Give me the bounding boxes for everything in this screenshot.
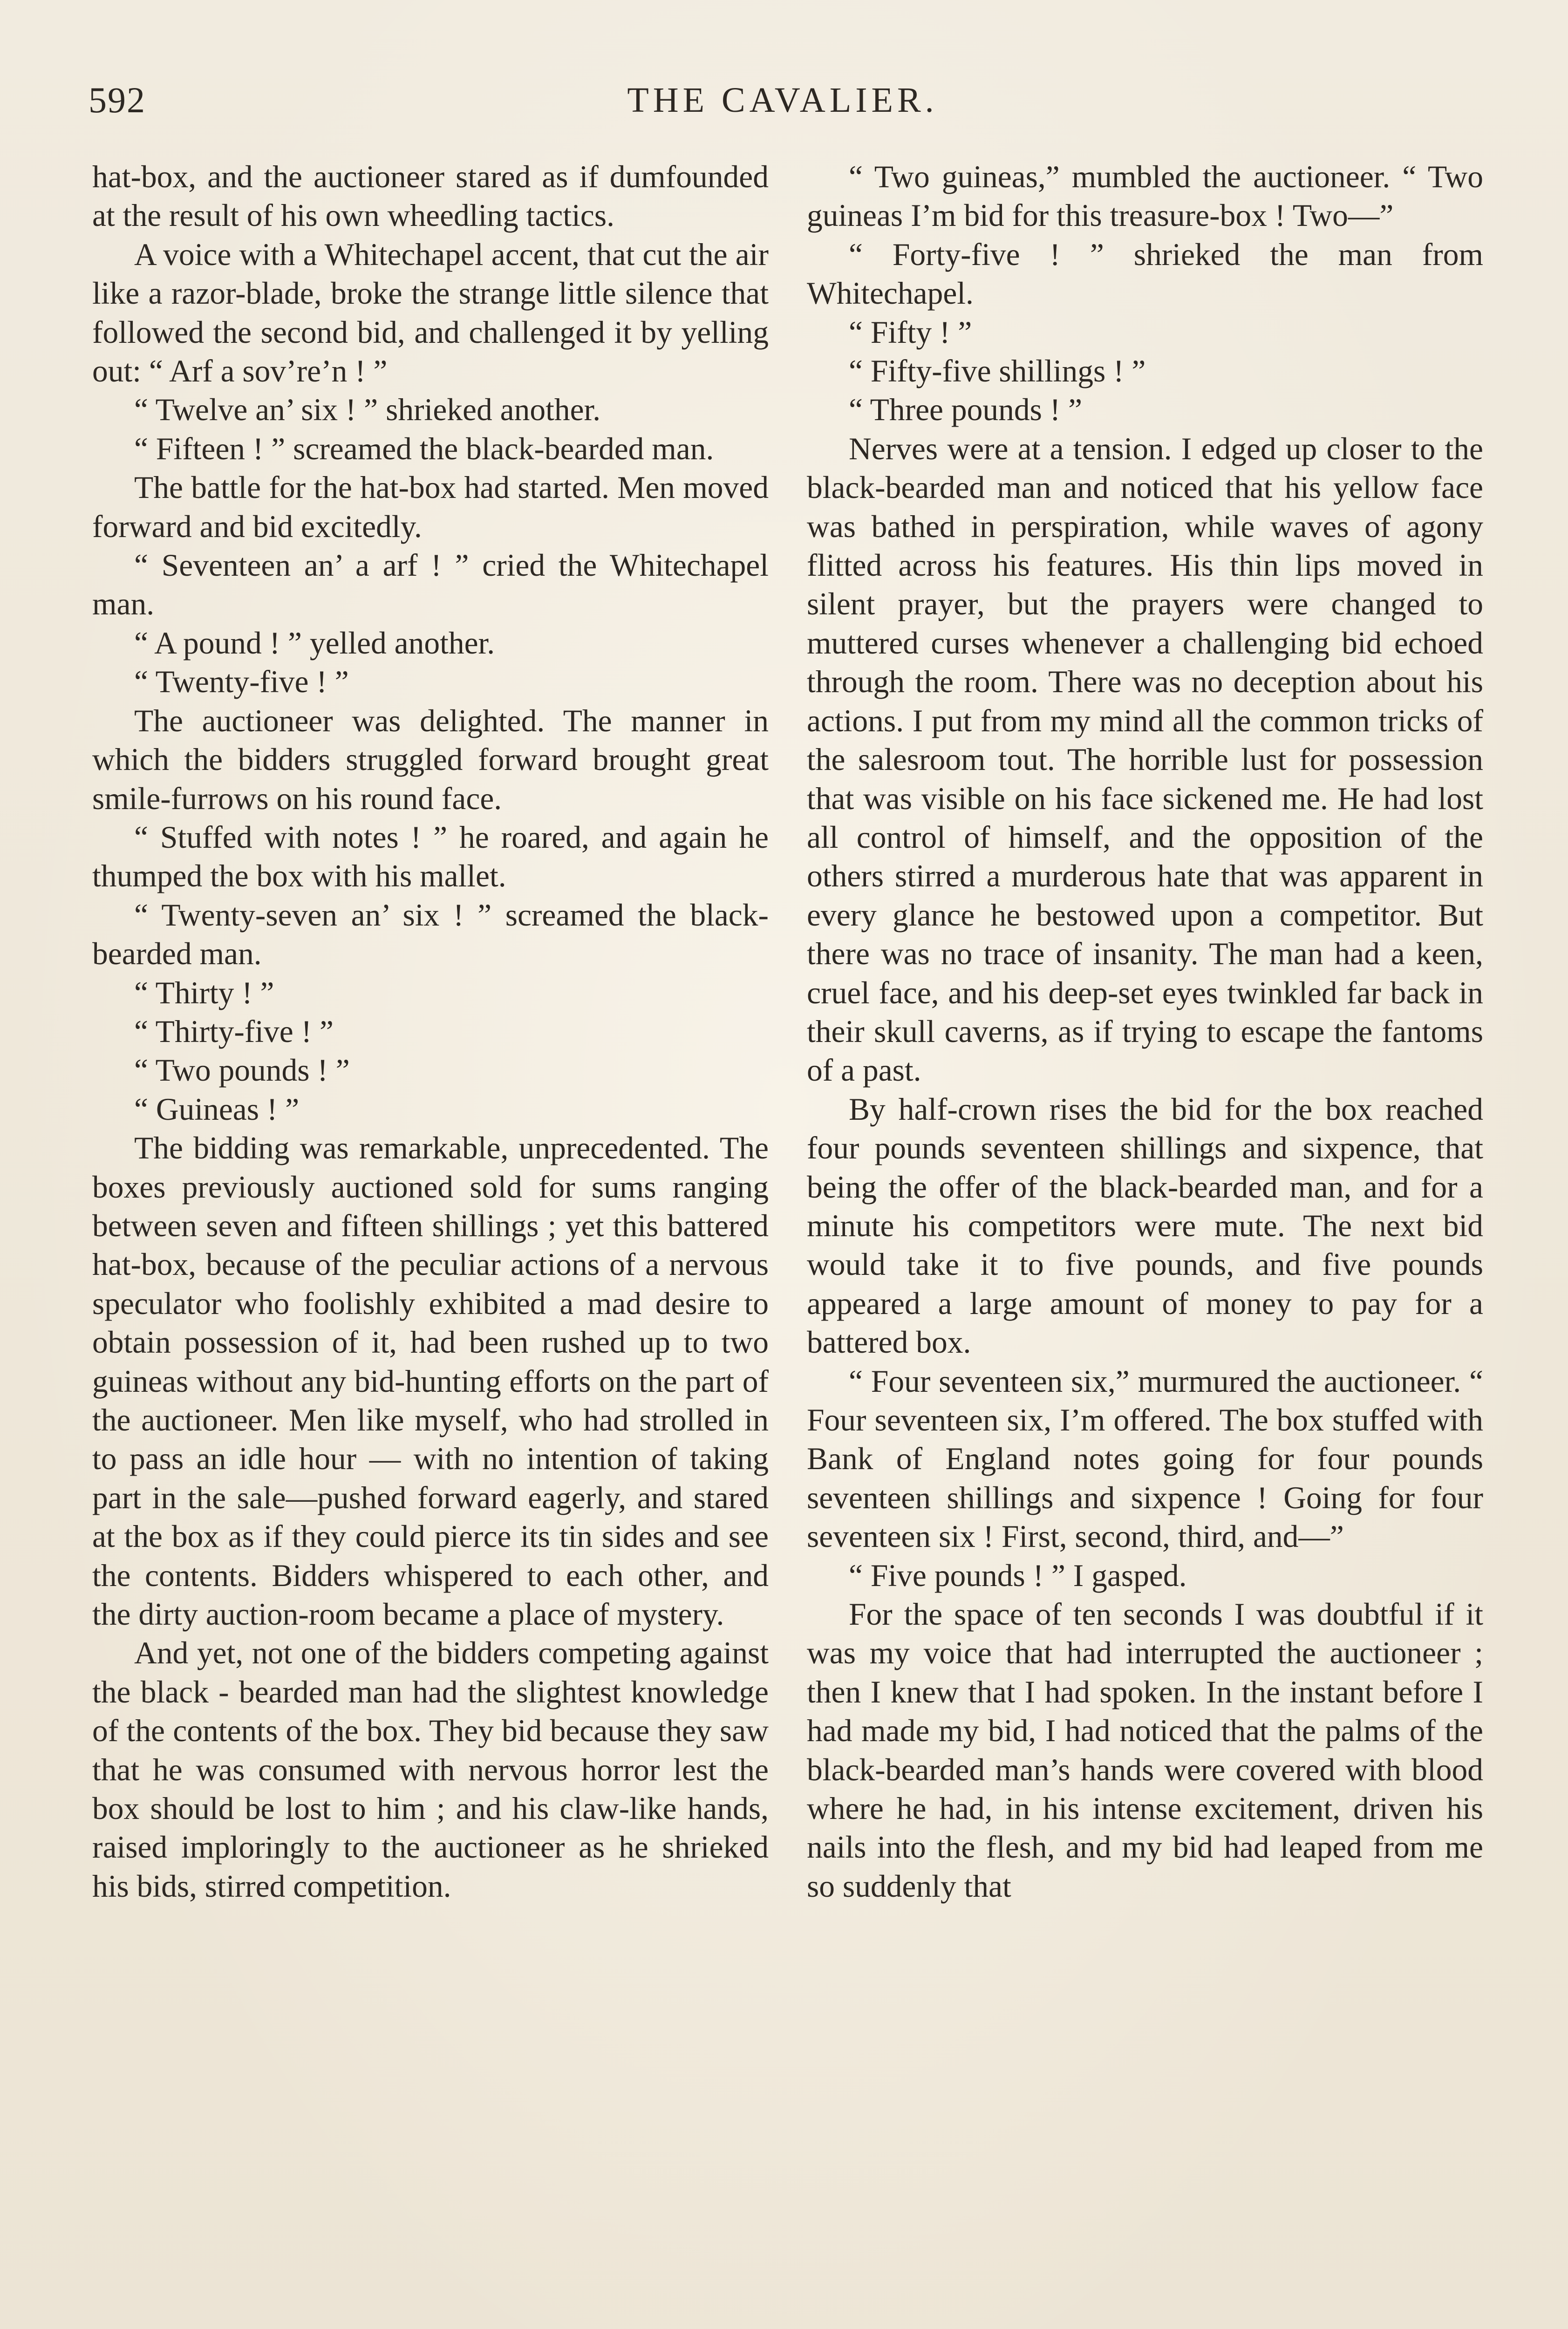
paragraph: By half-crown rises the bid for the box reached four pounds seventeen shillings and sixpence, that being the offer of the black-bearded man, and for a minute his competitors were mute. The next bid would take it to five pounds, and five pounds appeared a large amount of money to pay for a battered box. xyxy=(807,1091,1483,1360)
paragraph: “ Stuffed with notes ! ” he roared, and again he thumped the box with his mallet. xyxy=(92,819,769,894)
paragraph: “ Thirty ! ” xyxy=(134,975,274,1010)
paragraph: “ Fifty ! ” xyxy=(849,314,972,350)
paragraph: “ Fifty-five shillings ! ” xyxy=(849,354,1146,389)
paragraph: The auctioneer was delighted. The manner in which the bidders struggled forward brought great smile-furrows on his round face. xyxy=(92,703,769,816)
paragraph: The battle for the hat-box had started. Men moved forward and bid excitedly. xyxy=(92,470,769,544)
paragraph: The bidding was remarkable, unprecedented. The boxes previously auctioned sold for sums ranging between seven and fifteen shillings ; yet this battered hat-box, because of the peculiar actions of a nervous speculator who foolishly exhibited a mad desire to obtain possession of it, had been rushed up to two guineas without any bid-hunting efforts on the part of the auctioneer. Men like myself, who had strolled in to pass an idle hour — with no intention of taking part in the sale—pushed forward eagerly, and stared at the box as if they could pierce its tin sides and see the contents. Bidders whispered to each other, and the dirty auction-room became a place of mystery. xyxy=(92,1130,769,1632)
paragraph: “ Four seventeen six,” murmured the auctioneer. “ Four seventeen six, I’m offered. The box stuffed with Bank of England notes going for four pounds seventeen shillings and sixpence ! Going for four seventeen six ! First, second, third, and—” xyxy=(807,1363,1483,1554)
paragraph: “ Twenty-five ! ” xyxy=(134,664,349,700)
paragraph: hat-box, and the auctioneer stared as if dumfounded at the result of his own wheedling tactics. xyxy=(92,159,769,233)
paragraph: “ Five pounds ! ” I gasped. xyxy=(849,1558,1187,1593)
paragraph: “ Two guineas,” mumbled the auctioneer. “ Two guineas I’m bid for this treasure-box ! Two—” xyxy=(807,159,1483,233)
paragraph: “ Guineas ! ” xyxy=(134,1091,300,1127)
paragraph: For the space of ten seconds I was doubtful if it was my voice that had interrupted the auctioneer ; then I knew that I had spoken. In the instant before I had made my bid, I had noticed that the palms of the black-bearded man’s hands were covered with blood where he had, in his intense excitement, driven his nails into the flesh, and my bid had leaped from me so suddenly that xyxy=(807,1597,1483,1904)
paragraph: A voice with a Whitechapel accent, that cut the air like a razor-blade, broke the strange little silence that followed the second bid, and challenged it by yelling out: “ Arf a sov’re’n ! ” xyxy=(92,237,769,389)
paragraph: “ A pound ! ” yelled another. xyxy=(134,625,495,661)
page-number: 592 xyxy=(89,80,146,120)
right-column xyxy=(807,157,1483,1906)
paragraph: “ Forty-five ! ” shrieked the man from Whitechapel. xyxy=(807,237,1483,311)
running-title: THE CAVALIER. xyxy=(627,81,938,120)
paragraph: “ Three pounds ! ” xyxy=(849,392,1083,428)
page-header xyxy=(89,75,1477,126)
paragraph: Nerves were at a tension. I edged up closer to the black-bearded man and noticed that his yellow face was bathed in perspiration, while waves of agony flitted across his features. His thin lips moved in silent prayer, but the prayers were changed to muttered curses whenever a challenging bid echoed through the room. There was no deception about his actions. I put from my mind all the common tricks of the salesroom tout. The horrible lust for possession that was visible on his face sickened me. He had lost all control of himself, and the opposition of the others stirred a murderous hate that was apparent in every glance he bestowed upon a competitor. But there was no trace of insanity. The man had a keen, cruel face, and his deep-set eyes twinkled far back in their skull caverns, as if trying to escape the fantoms of a past. xyxy=(807,431,1483,1088)
paragraph: “ Twenty-seven an’ six ! ” screamed the black-bearded man. xyxy=(92,897,769,972)
paragraph: “ Seventeen an’ a arf ! ” cried the Whitechapel man. xyxy=(92,548,769,622)
left-column xyxy=(92,157,769,1906)
paragraph: “ Twelve an’ six ! ” shrieked another. xyxy=(134,392,601,428)
paragraph: “ Two pounds ! ” xyxy=(134,1053,350,1088)
paragraph: “ Thirty-five ! ” xyxy=(134,1014,334,1049)
paragraph: “ Fifteen ! ” screamed the black-bearded man. xyxy=(134,431,714,466)
paragraph: And yet, not one of the bidders competing against the black - bearded man had the slightest knowledge of the contents of the box. They bid because they saw that he was consumed with nervous horror lest the box should be lost to him ; and his claw-like hands, raised imploringly to the auctioneer as he shrieked his bids, stirred competition. xyxy=(92,1635,769,1904)
